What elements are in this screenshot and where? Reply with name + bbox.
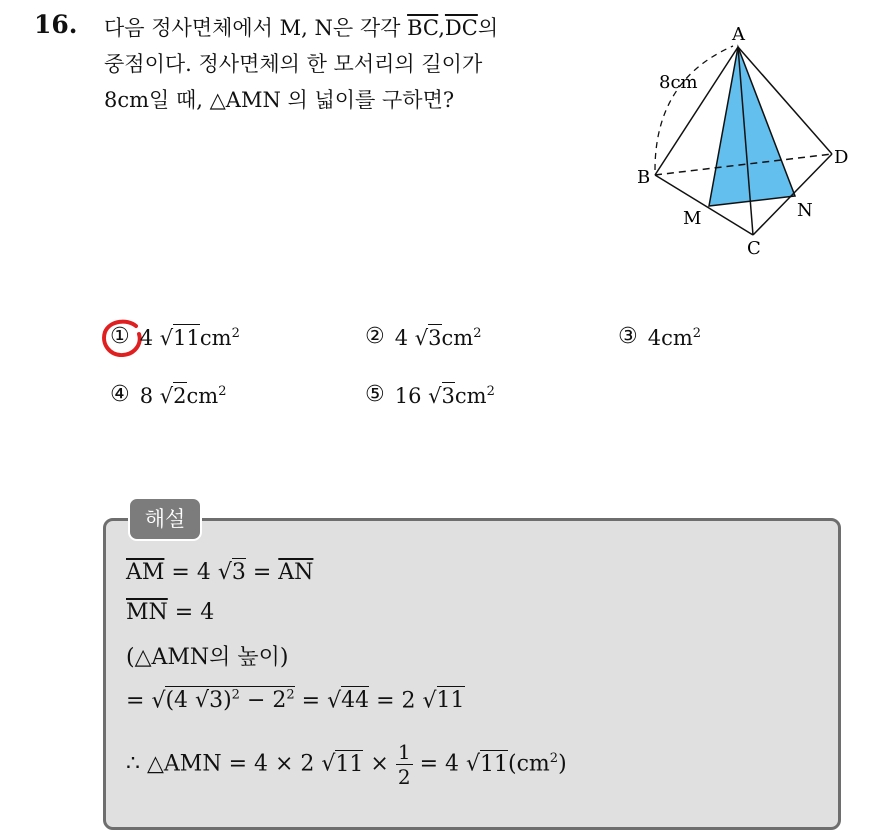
label-a: A [732,24,745,45]
question-line-2: 중점이다. 정사면체의 한 모서리의 길이가 [104,52,483,76]
choice-1[interactable]: ① 4 $√11cm^2$ [110,324,240,350]
choice-5[interactable]: ⑤ 16 $√3cm^2$ [365,382,495,408]
choice-3[interactable]: ③ $4cm^2$ [618,324,702,350]
choice-number: ④ [110,382,130,407]
solution-line-2: $\overline{MN} = 4$ [126,600,215,625]
label-b: B [637,167,651,188]
choice-number: ③ [618,324,638,349]
segment-dc: $\overline{DC}$ [444,16,478,40]
choice-2[interactable]: ② 4 $√3cm^2$ [365,324,482,350]
tetrahedron-figure [625,20,865,270]
question-line-3: 8cm일 때, △AMN 의 넓이를 구하면? [104,88,455,112]
label-m: M [683,208,702,229]
question-line-1: 다음 정사면체에서 M, N은 각각 $\overline{BC},\overline{DC}$의 [104,16,499,40]
solution-line-5: ∴ △AMN = 4 × 2 √11 × $\frac{1}{2}$ = 4 $√11(cm^2)$ [126,740,567,789]
solution-line-1: $\overline{AM} = 4$ $√3 = \overline{AN}$ [126,560,314,585]
solution-tag: 해설 [128,497,202,541]
choice-number: ② [365,324,385,349]
fraction-one-half: $\frac{1}{2}$ [397,740,411,789]
segment-bc: $\overline{BC}$ [407,16,439,40]
solution-line-3: (△AMN의 높이) [126,645,289,670]
choice-4[interactable]: ④ 8 $√2cm^2$ [110,382,227,408]
label-n: N [797,200,813,221]
question-number: 16. [34,10,78,39]
label-d: D [834,147,849,168]
choice-number: ① [110,324,130,349]
solution-line-4: = √(4 $√3)^2 - 2^2 = √44 = 2$ √11 [126,688,465,714]
choice-number: ⑤ [365,382,385,407]
label-8cm: 8cm [659,72,698,93]
question-text [104,10,624,118]
label-c: C [747,238,761,259]
